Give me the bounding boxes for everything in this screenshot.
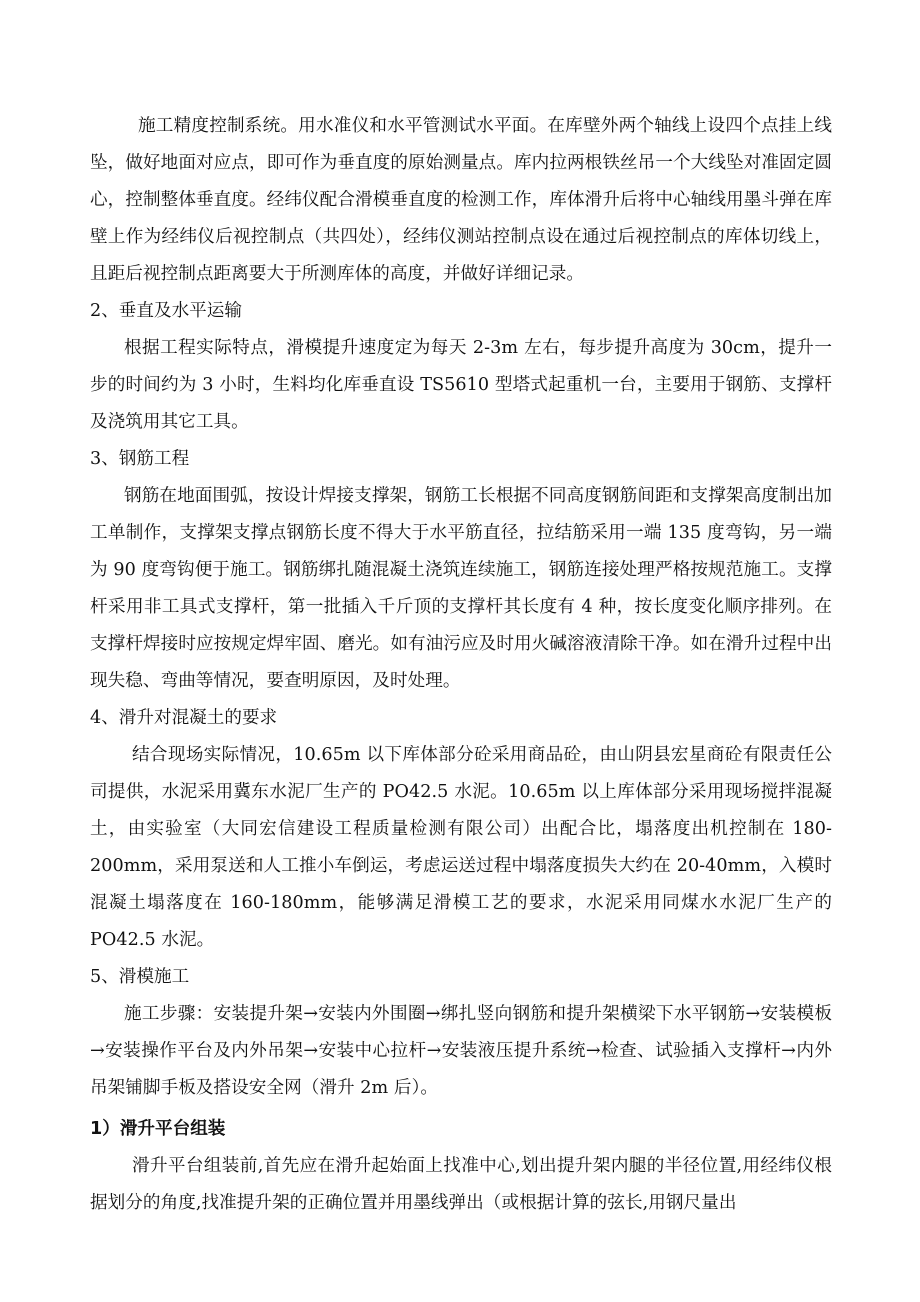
paragraph-precision-control: 施工精度控制系统。用水准仪和水平管测试水平面。在库壁外两个轴线上设四个点挂上线坠，做好地面对应点，即可作为垂直度的原始测量点。库内拉两根铁丝吊一个大线坠对准固定圆心，控制整体垂直度。经纬仪配合滑模垂直度的检测工作，库体滑升后将中心轴线用墨斗弹在库壁上作为经纬仪后视控制点（共四处），经纬仪测站控制点设在通过后视控制点的库体切线上，且距后视控制点距离要大于所测库体的高度，并做好详细记录。 bbox=[90, 116, 832, 284]
heading-platform-assembly: 1）滑升平台组装 bbox=[90, 1119, 226, 1139]
paragraph-rebar: 钢筋在地面围弧，按设计焊接支撑架，钢筋工长根据不同高度钢筋间距和支撑架高度制出加工单制作，支撑架支撑点钢筋长度不得大于水平筋直径，拉结筋采用一端 135 度弯钩，另一端为 90 度弯钩便于施工。钢筋绑扎随混凝土浇筑连续施工，钢筋连接处理严格按规范施工。支撑杆采用非工具式支撑杆，第一批插入千斤顶的支撑杆其长度有 4 种，按长度变化顺序排列。在支撑杆焊接时应按规定焊牢固、磨光。如有油污应及时用火碱溶液清除干净。如在滑升过程中出现失稳、弯曲等情况，要查明原因，及时处理。 bbox=[90, 486, 832, 691]
paragraph-construction-steps: 施工步骤：安装提升架→安装内外围圈→绑扎竖向钢筋和提升架横梁下水平钢筋→安装模板→安装操作平台及内外吊架→安装中心拉杆→安装液压提升系统→检查、试验插入支撑杆→内外吊架铺脚手板及搭设安全网（滑升 2m 后）。 bbox=[90, 1004, 832, 1098]
heading-vertical-horizontal-transport: 2、垂直及水平运输 bbox=[90, 301, 242, 321]
paragraph-concrete: 结合现场实际情况，10.65m 以下库体部分砼采用商品砼，由山阴县宏星商砼有限责任公司提供，水泥采用冀东水泥厂生产的 PO42.5 水泥。10.65m 以上库体部分采用现场搅拌混凝土，由实验室（大同宏信建设工程质量检测有限公司）出配合比，塌落度出机控制在 180-200mm，采用泵送和人工推小车倒运，考虑运送过程中塌落度损失大约在 20-40mm，入模时混凝土塌落度在 160-180mm，能够满足滑模工艺的要求，水泥采用同煤水水泥厂生产的 PO42.5 水泥。 bbox=[90, 745, 832, 950]
heading-concrete-requirements: 4、滑升对混凝土的要求 bbox=[90, 708, 278, 728]
paragraph-transport: 根据工程实际特点，滑模提升速度定为每天 2-3m 左右，每步提升高度为 30cm，提升一步的时间约为 3 小时，生料均化库垂直设 TS5610 型塔式起重机一台，主要用于钢筋、支撑杆及浇筑用其它工具。 bbox=[90, 338, 832, 432]
heading-slipform-construction: 5、滑模施工 bbox=[90, 967, 190, 987]
paragraph-platform-assembly: 滑升平台组装前,首先应在滑升起始面上找准中心,划出提升架内腿的半径位置,用经纬仪根据划分的角度,找准提升架的正确位置并用墨线弹出（或根据计算的弦长,用钢尺量出 bbox=[90, 1156, 832, 1213]
document-page bbox=[90, 108, 832, 1222]
heading-rebar-work: 3、钢筋工程 bbox=[90, 449, 190, 469]
